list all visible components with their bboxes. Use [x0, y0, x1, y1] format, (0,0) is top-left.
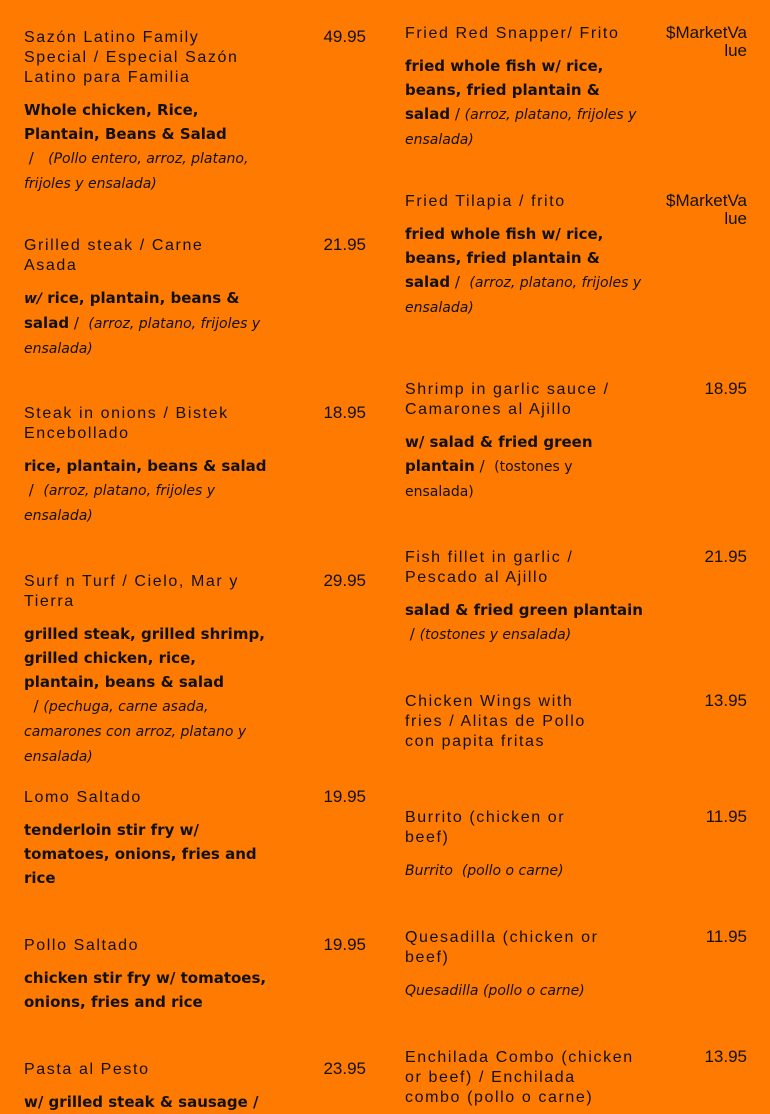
item-name: Quesadilla (chicken or beef): [405, 929, 599, 966]
item-description: [24, 966, 268, 1014]
desc-bold: w/ grilled steak & sausage /: [24, 1093, 259, 1111]
item-name: Lomo Saltado: [24, 789, 142, 806]
desc-italic: (arroz, platano, frijoles y ensalada): [405, 107, 637, 148]
desc-bold: fried whole fish w/ rice, beans, fried plantain & salad: [405, 225, 604, 291]
menu-item: [24, 788, 366, 890]
desc-separator: /: [24, 149, 49, 167]
desc-italic: Burrito (pollo o carne): [405, 863, 564, 879]
desc-separator: /: [24, 697, 44, 715]
desc-separator: /: [24, 481, 44, 499]
item-price: $MarketValue: [666, 191, 747, 228]
item-name: Fried Tilapia / frito: [405, 193, 566, 210]
item-description: [24, 1090, 268, 1114]
desc-separator: /: [405, 625, 420, 643]
desc-bold: rice, plantain, beans & salad: [24, 457, 267, 475]
item-price: $MarketValue: [666, 23, 747, 60]
menu-item: [405, 928, 747, 1003]
item-description: [405, 222, 650, 320]
item-description: [405, 430, 605, 504]
item-description: [405, 54, 650, 152]
menu-item: [405, 548, 747, 647]
desc-italic: (arroz, platano, frijoles y ensalada): [405, 275, 642, 316]
menu-item: [405, 380, 747, 504]
item-name: Burrito (chicken or beef): [405, 809, 566, 846]
desc-separator: /: [450, 105, 465, 123]
item-price: 21.95: [323, 235, 366, 254]
desc-bold: chicken stir fry w/ tomatoes, onions, fries and rice: [24, 969, 267, 1011]
item-description: [24, 454, 268, 528]
item-description: [24, 286, 268, 361]
item-description: [405, 858, 650, 883]
menu-item: [24, 1060, 366, 1114]
item-name: Fried Red Snapper/ Frito: [405, 25, 620, 42]
desc-bold: tenderloin stir fry w/ tomatoes, onions, fries and rice: [24, 821, 257, 887]
item-name: Enchilada Combo (chicken or beef) / Enchilada combo (pollo o carne): [405, 1049, 634, 1106]
menu-item: [24, 28, 366, 196]
item-name: Fish fillet in garlic / Pescado al Ajillo: [405, 549, 574, 586]
item-name: Pasta al Pesto: [24, 1061, 150, 1078]
desc-bold: w/ salad & fried green plantain: [405, 433, 593, 475]
item-price: 21.95: [704, 547, 747, 566]
desc-separator: /: [69, 314, 89, 332]
item-price: 23.95: [323, 1059, 366, 1078]
menu-item: [405, 1048, 747, 1108]
item-description: [24, 98, 268, 196]
desc-bold: grilled steak, grilled shrimp, grilled chicken, rice, plantain, beans & salad: [24, 625, 265, 691]
item-price: 19.95: [323, 935, 366, 954]
item-name: Grilled steak / Carne Asada: [24, 237, 204, 274]
item-price: 13.95: [704, 691, 747, 710]
item-name: Shrimp in garlic sauce / Camarones al Ajillo: [405, 381, 610, 418]
desc-plain: (tostones y ensalada): [405, 459, 573, 500]
desc-bold: Whole chicken, Rice, Plantain, Beans & Salad: [24, 101, 227, 143]
item-price: 29.95: [323, 571, 366, 590]
desc-bold: rice, plantain, beans & salad: [24, 289, 240, 332]
menu-item: [405, 808, 747, 883]
item-name: Chicken Wings with fries / Alitas de Pollo con papita fritas: [405, 693, 586, 750]
desc-italic: (pechuga, carne asada, camarones con arroz, platano y ensalada): [24, 699, 247, 765]
item-name: Surf n Turf / Cielo, Mar y Tierra: [24, 573, 239, 610]
item-price: 11.95: [705, 807, 747, 826]
menu-item: [24, 236, 366, 361]
menu-item: [24, 404, 366, 528]
item-price: 18.95: [323, 403, 366, 422]
desc-separator: /: [474, 457, 495, 475]
item-price: 13.95: [704, 1047, 747, 1066]
item-price: 19.95: [323, 787, 366, 806]
item-price: 49.95: [323, 27, 366, 46]
desc-italic: (tostones y ensalada): [419, 627, 572, 643]
item-price: 18.95: [704, 379, 747, 398]
menu-item: [24, 936, 366, 1014]
desc-separator: /: [450, 273, 470, 291]
menu-item: [405, 192, 747, 320]
desc-bold: salad & fried green plantain: [405, 601, 643, 619]
item-name: Sazón Latino Family Special / Especial Sazón Latino para Familia: [24, 29, 239, 86]
desc-italic: Quesadilla (pollo o carne): [405, 983, 585, 999]
desc-italic: (Pollo entero, arroz, platano, frijoles y ensalada): [24, 151, 249, 192]
item-price: 11.95: [705, 927, 747, 946]
menu-item: [405, 692, 747, 752]
desc-italic: (arroz, platano, frijoles y ensalada): [24, 316, 261, 357]
desc-italic: (arroz, platano, frijoles y ensalada): [24, 483, 216, 524]
item-description: [405, 978, 650, 1003]
item-description: [24, 818, 268, 890]
menu-item: [405, 24, 747, 152]
item-name: Steak in onions / Bistek Encebollado: [24, 405, 229, 442]
item-description: [405, 598, 650, 647]
desc-bold: fried whole fish w/ rice, beans, fried plantain & salad: [405, 57, 604, 123]
item-name: Pollo Saltado: [24, 937, 140, 954]
item-description: [24, 622, 268, 769]
menu-item: [24, 572, 366, 769]
desc-lead-italic: w/: [24, 291, 43, 307]
